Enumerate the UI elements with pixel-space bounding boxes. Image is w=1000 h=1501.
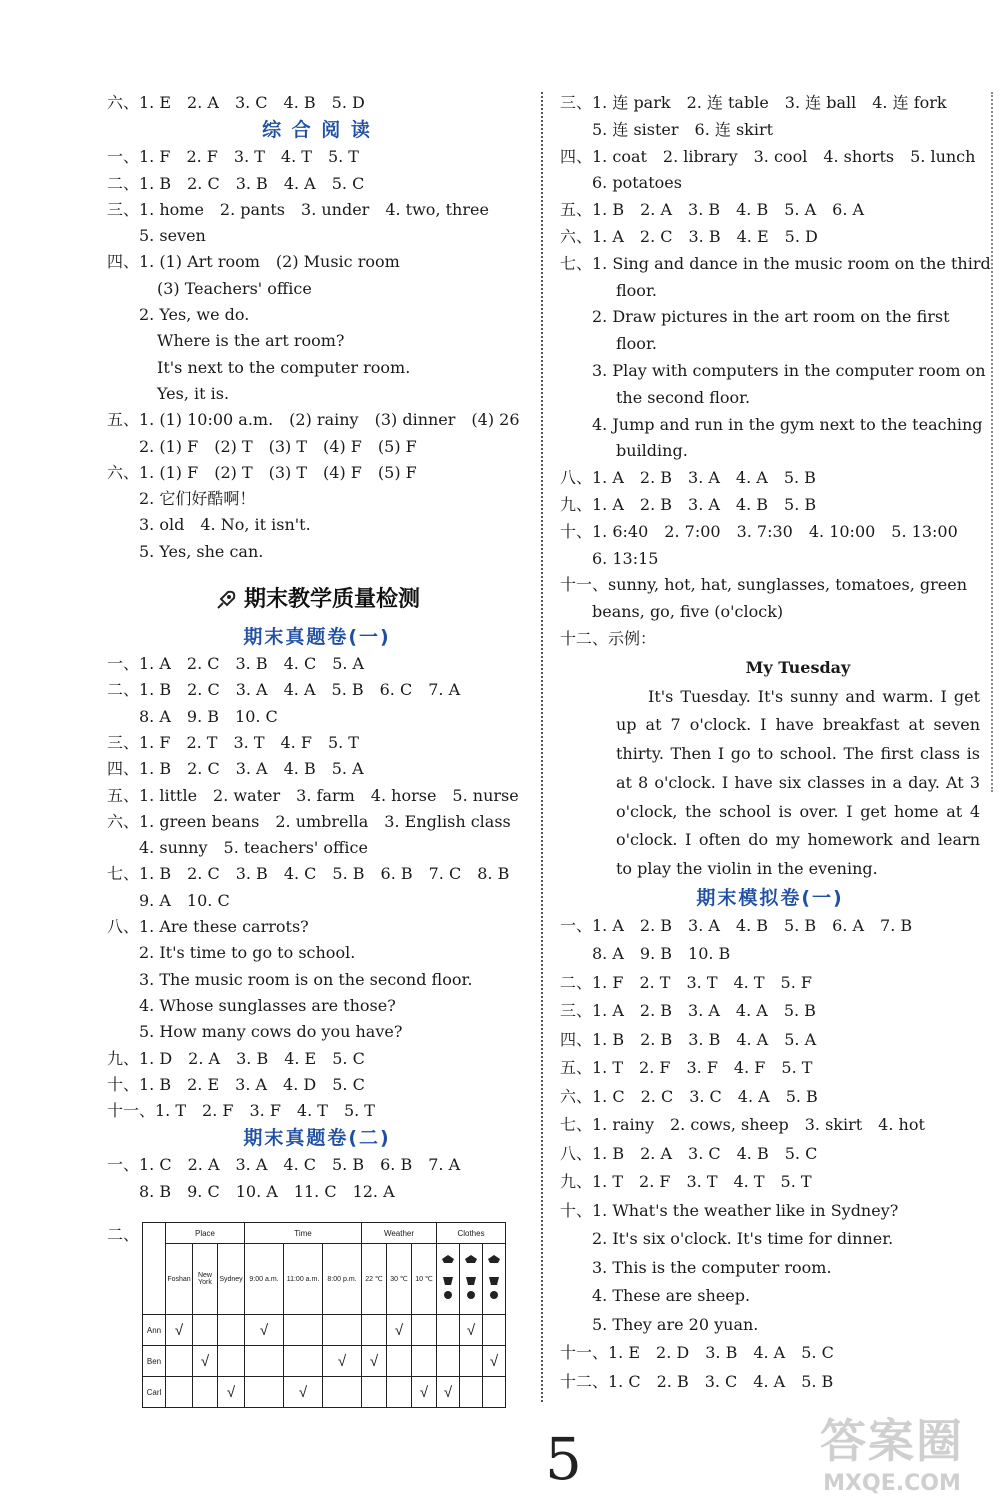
- table-group-header: Time: [245, 1223, 362, 1244]
- reading-answers: [107, 144, 527, 565]
- answer-line: 四、1. B 2. B 3. B 4. A 5. A: [560, 1029, 817, 1049]
- table-cell: [437, 1315, 460, 1346]
- table-cell: [245, 1377, 284, 1408]
- table-cell: √: [387, 1315, 412, 1346]
- table-cell: [166, 1346, 193, 1377]
- answer-line: 4. Whose sunglasses are those?: [139, 995, 396, 1015]
- left-top-answers: [107, 90, 527, 116]
- section-heading: [107, 577, 527, 623]
- answer-line: 五、1. little 2. water 3. farm 4. horse 5. nurse: [107, 785, 519, 805]
- table-cell: √: [323, 1346, 362, 1377]
- answer-line: building.: [616, 441, 688, 461]
- answer-line: 六、1. C 2. C 3. C 4. A 5. B: [560, 1086, 818, 1106]
- table-cell: [362, 1315, 387, 1346]
- answer-line: 8. A 9. B 10. C: [139, 706, 278, 726]
- table-subheader: New York: [193, 1244, 218, 1315]
- answer-line: 七、1. rainy 2. cows, sheep 3. skirt 4. hot: [560, 1115, 925, 1135]
- left-column: [107, 90, 527, 1205]
- answer-line: 十一、1. T 2. F 3. F 4. T 5. T: [107, 1101, 375, 1121]
- answer-line: 十、1. 6:40 2. 7:00 3. 7:30 4. 10:00 5. 13:00: [560, 521, 958, 541]
- table-group-header: Place: [166, 1223, 245, 1244]
- edge-dotted-line: [991, 92, 993, 792]
- table-cell: [245, 1346, 284, 1377]
- clothes-icon: [483, 1244, 506, 1315]
- table-cell: [483, 1315, 506, 1346]
- table-cell: [193, 1315, 218, 1346]
- page-number: 5: [545, 1425, 582, 1493]
- table-cell: [284, 1315, 323, 1346]
- table-cell: √: [284, 1377, 323, 1408]
- answer-line: 七、1. B 2. C 3. B 4. C 5. B 6. B 7. C 8. B: [107, 864, 510, 884]
- answer-line: 4. sunny 5. teachers' office: [139, 838, 368, 858]
- table-cell: √: [412, 1377, 437, 1408]
- table-corner: [143, 1223, 166, 1315]
- answer-line: floor.: [616, 280, 657, 300]
- answer-line: It's next to the computer room.: [157, 357, 411, 377]
- answer-line: 九、1. D 2. A 3. B 4. E 5. C: [107, 1048, 365, 1068]
- answer-line: 5. How many cows do you have?: [139, 1022, 403, 1042]
- exam1-heading: 期末真题卷(一): [243, 626, 391, 649]
- answer-line: 二、1. F 2. T 3. T 4. T 5. F: [560, 972, 812, 992]
- answer-line: 3. old 4. No, it isn't.: [139, 515, 311, 535]
- table-cell: [323, 1315, 362, 1346]
- table-cell: [166, 1377, 193, 1408]
- table-cell: [412, 1346, 437, 1377]
- answer-line: 2. 它们好酷啊！: [139, 489, 256, 509]
- answer-line: 三、1. home 2. pants 3. under 4. two, three: [107, 199, 489, 219]
- answer-line: 四、1. (1) Art room (2) Music room: [107, 252, 400, 272]
- answer-line: 八、1. Are these carrots?: [107, 917, 309, 937]
- table-cell: [218, 1346, 245, 1377]
- answer-line: 四、1. B 2. C 3. A 4. B 5. A: [107, 759, 364, 779]
- answer-line: 2. Draw pictures in the art room on the first: [592, 307, 950, 327]
- table-subheader: 10 ℃: [412, 1244, 437, 1315]
- answer-line: 八、1. B 2. A 3. C 4. B 5. C: [560, 1143, 818, 1163]
- table-subheader: 22 ℃: [362, 1244, 387, 1315]
- answer-line: 三、1. A 2. B 3. A 4. A 5. B: [560, 1001, 816, 1021]
- answer-line: 5. Yes, she can.: [139, 541, 264, 561]
- table-question-label: 二、: [107, 1225, 140, 1244]
- essay-title: My Tuesday: [745, 657, 851, 677]
- answer-line: 七、1. Sing and dance in the music room on the third: [560, 253, 991, 273]
- answer-line: Where is the art room?: [157, 331, 345, 351]
- answer-line: 2. (1) F (2) T (3) T (4) F (5) F: [139, 436, 417, 456]
- table-cell: √: [460, 1315, 483, 1346]
- table-cell: [193, 1377, 218, 1408]
- answer-line: 十一、1. E 2. D 3. B 4. A 5. C: [560, 1343, 834, 1363]
- table-cell: [483, 1377, 506, 1408]
- answer-line: 4. Jump and run in the gym next to the teaching: [592, 414, 983, 434]
- table-cell: [437, 1346, 460, 1377]
- answer-table: [142, 1222, 506, 1408]
- table-cell: √: [166, 1315, 193, 1346]
- answer-line: 5. 连 sister 6. 连 skirt: [592, 119, 774, 139]
- answer-line: 六、1. E 2. A 3. C 4. B 5. D: [107, 93, 365, 112]
- row-name: Ann: [143, 1315, 166, 1346]
- mock-answers: [560, 912, 980, 1397]
- essay-text: It's Tuesday. It's sunny and warm. I get up at 7 o'clock. I have breakfast at seven thirty. Then I go to school. The first class is at 8 o'clock. I have six classes in a day. At 3 o'clock, the school is over. I get home at 4 o'clock. I often do my homework and learn to play the violin in the evening.: [616, 686, 980, 878]
- answer-line: 9. A 10. C: [139, 890, 230, 910]
- answer-line: 六、1. (1) F (2) T (3) T (4) F (5) F: [107, 462, 417, 482]
- answer-line: 五、1. T 2. F 3. F 4. F 5. T: [560, 1058, 813, 1078]
- answer-line: 九、1. A 2. B 3. A 4. B 5. B: [560, 494, 817, 514]
- clothes-icon: [460, 1244, 483, 1315]
- table-cell: [460, 1377, 483, 1408]
- answer-line: 十、1. What's the weather like in Sydney?: [560, 1200, 899, 1220]
- answer-line: 5. They are 20 yuan.: [592, 1314, 759, 1334]
- mock-heading: 期末模拟卷(一): [696, 886, 844, 909]
- table-cell: [412, 1315, 437, 1346]
- table-group-header: Weather: [362, 1223, 437, 1244]
- clothes-icon: [437, 1244, 460, 1315]
- answer-line: 十一、sunny, hot, hat, sunglasses, tomatoes, green: [560, 575, 968, 595]
- answer-line: 2. It's time to go to school.: [139, 943, 356, 963]
- answer-line: 6. 13:15: [592, 548, 659, 568]
- right-column: [560, 90, 991, 1396]
- answer-line: 三、1. F 2. T 3. T 4. F 5. T: [107, 732, 359, 752]
- answer-line: 一、1. C 2. A 3. A 4. C 5. B 6. B 7. A: [107, 1155, 461, 1175]
- answer-line: 一、1. A 2. C 3. B 4. C 5. A: [107, 654, 365, 674]
- answer-line: 3. This is the computer room.: [592, 1257, 832, 1277]
- answer-line: 二、1. B 2. C 3. A 4. A 5. B 6. C 7. A: [107, 680, 461, 700]
- table-subheader-row: [143, 1244, 506, 1315]
- table-cell: [387, 1377, 412, 1408]
- table-cell: √: [362, 1346, 387, 1377]
- reading-heading: 综 合 阅 读: [262, 119, 372, 142]
- row-name: Ben: [143, 1346, 166, 1377]
- answer-line: 8. A 9. B 10. B: [592, 944, 731, 964]
- answer-line: 一、1. F 2. F 3. T 4. T 5. T: [107, 147, 359, 167]
- table-cell: √: [245, 1315, 284, 1346]
- table-cell: [284, 1346, 323, 1377]
- column-divider: [541, 92, 543, 1402]
- answer-line: 六、1. green beans 2. umbrella 3. English class: [107, 811, 511, 831]
- table-subheader: 11:00 a.m.: [284, 1244, 323, 1315]
- table-cell: [460, 1346, 483, 1377]
- answer-line: 3. Play with computers in the computer room on: [592, 360, 986, 380]
- table-cell: √: [483, 1346, 506, 1377]
- table-subheader: Sydney: [218, 1244, 245, 1315]
- table-cell: √: [437, 1377, 460, 1408]
- row-name: Carl: [143, 1377, 166, 1408]
- table-body: [143, 1315, 506, 1408]
- answer-line: 五、1. B 2. A 3. B 4. B 5. A 6. A: [560, 200, 865, 220]
- table-group-row: [143, 1223, 506, 1244]
- answer-line: 六、1. A 2. C 3. B 4. E 5. D: [560, 226, 818, 246]
- answer-line: 五、1. (1) 10:00 a.m. (2) rainy (3) dinner (4) 26: [107, 410, 520, 430]
- answer-line: 九、1. T 2. F 3. T 4. T 5. T: [560, 1172, 812, 1192]
- rocket-icon: [214, 588, 238, 612]
- table-cell: [362, 1377, 387, 1408]
- answer-line: 十二、1. C 2. B 3. C 4. A 5. B: [560, 1371, 834, 1391]
- answer-line: 二、1. B 2. C 3. B 4. A 5. C: [107, 173, 365, 193]
- answer-line: the second floor.: [616, 387, 751, 407]
- answer-line: 一、1. A 2. B 3. A 4. B 5. B 6. A 7. B: [560, 915, 913, 935]
- answer-line: 四、1. coat 2. library 3. cool 4. shorts 5. lunch: [560, 146, 976, 166]
- answer-line: 3. The music room is on the second floor.: [139, 969, 473, 989]
- table-cell: [387, 1346, 412, 1377]
- table-cell: [323, 1377, 362, 1408]
- table-cell: √: [193, 1346, 218, 1377]
- table-row: [143, 1315, 506, 1346]
- exam2-answers: [107, 1152, 527, 1205]
- answer-line: 4. These are sheep.: [592, 1286, 751, 1306]
- answer-line: 三、1. 连 park 2. 连 table 3. 连 ball 4. 连 fork: [560, 93, 947, 112]
- exam2-heading: 期末真题卷(二): [243, 1127, 391, 1150]
- answer-line: floor.: [616, 334, 657, 354]
- watermark: 答案圈 MXQE.COM: [820, 1414, 964, 1496]
- answer-line: 2. It's six o'clock. It's time for dinner.: [592, 1229, 894, 1249]
- answer-line: 八、1. A 2. B 3. A 4. A 5. B: [560, 468, 816, 488]
- section-title: 期末教学质量检测: [243, 587, 420, 613]
- answer-line: 8. B 9. C 10. A 11. C 12. A: [139, 1181, 395, 1201]
- answer-line: 6. potatoes: [592, 173, 682, 193]
- exam1-answers: [107, 651, 527, 1124]
- table-row: [143, 1346, 506, 1377]
- answer-line: 十二、示例：: [560, 628, 657, 648]
- table-subheader: 8:00 p.m.: [323, 1244, 362, 1315]
- table-subheader: 9:00 a.m.: [245, 1244, 284, 1315]
- answer-line: beans, go, five (o'clock): [592, 602, 784, 622]
- answer-line: 5. seven: [139, 226, 206, 246]
- table-cell: [218, 1315, 245, 1346]
- table-subheader: Foshan: [166, 1244, 193, 1315]
- right-top-answers: [560, 90, 991, 653]
- table-cell: √: [218, 1377, 245, 1408]
- answer-line: (3) Teachers' office: [157, 278, 312, 298]
- answer-line: 十、1. B 2. E 3. A 4. D 5. C: [107, 1074, 365, 1094]
- table-row: [143, 1377, 506, 1408]
- answer-line: Yes, it is.: [157, 383, 230, 403]
- table-group-header: Clothes: [437, 1223, 506, 1244]
- answer-line: 2. Yes, we do.: [139, 305, 250, 325]
- table-subheader: 30 ℃: [387, 1244, 412, 1315]
